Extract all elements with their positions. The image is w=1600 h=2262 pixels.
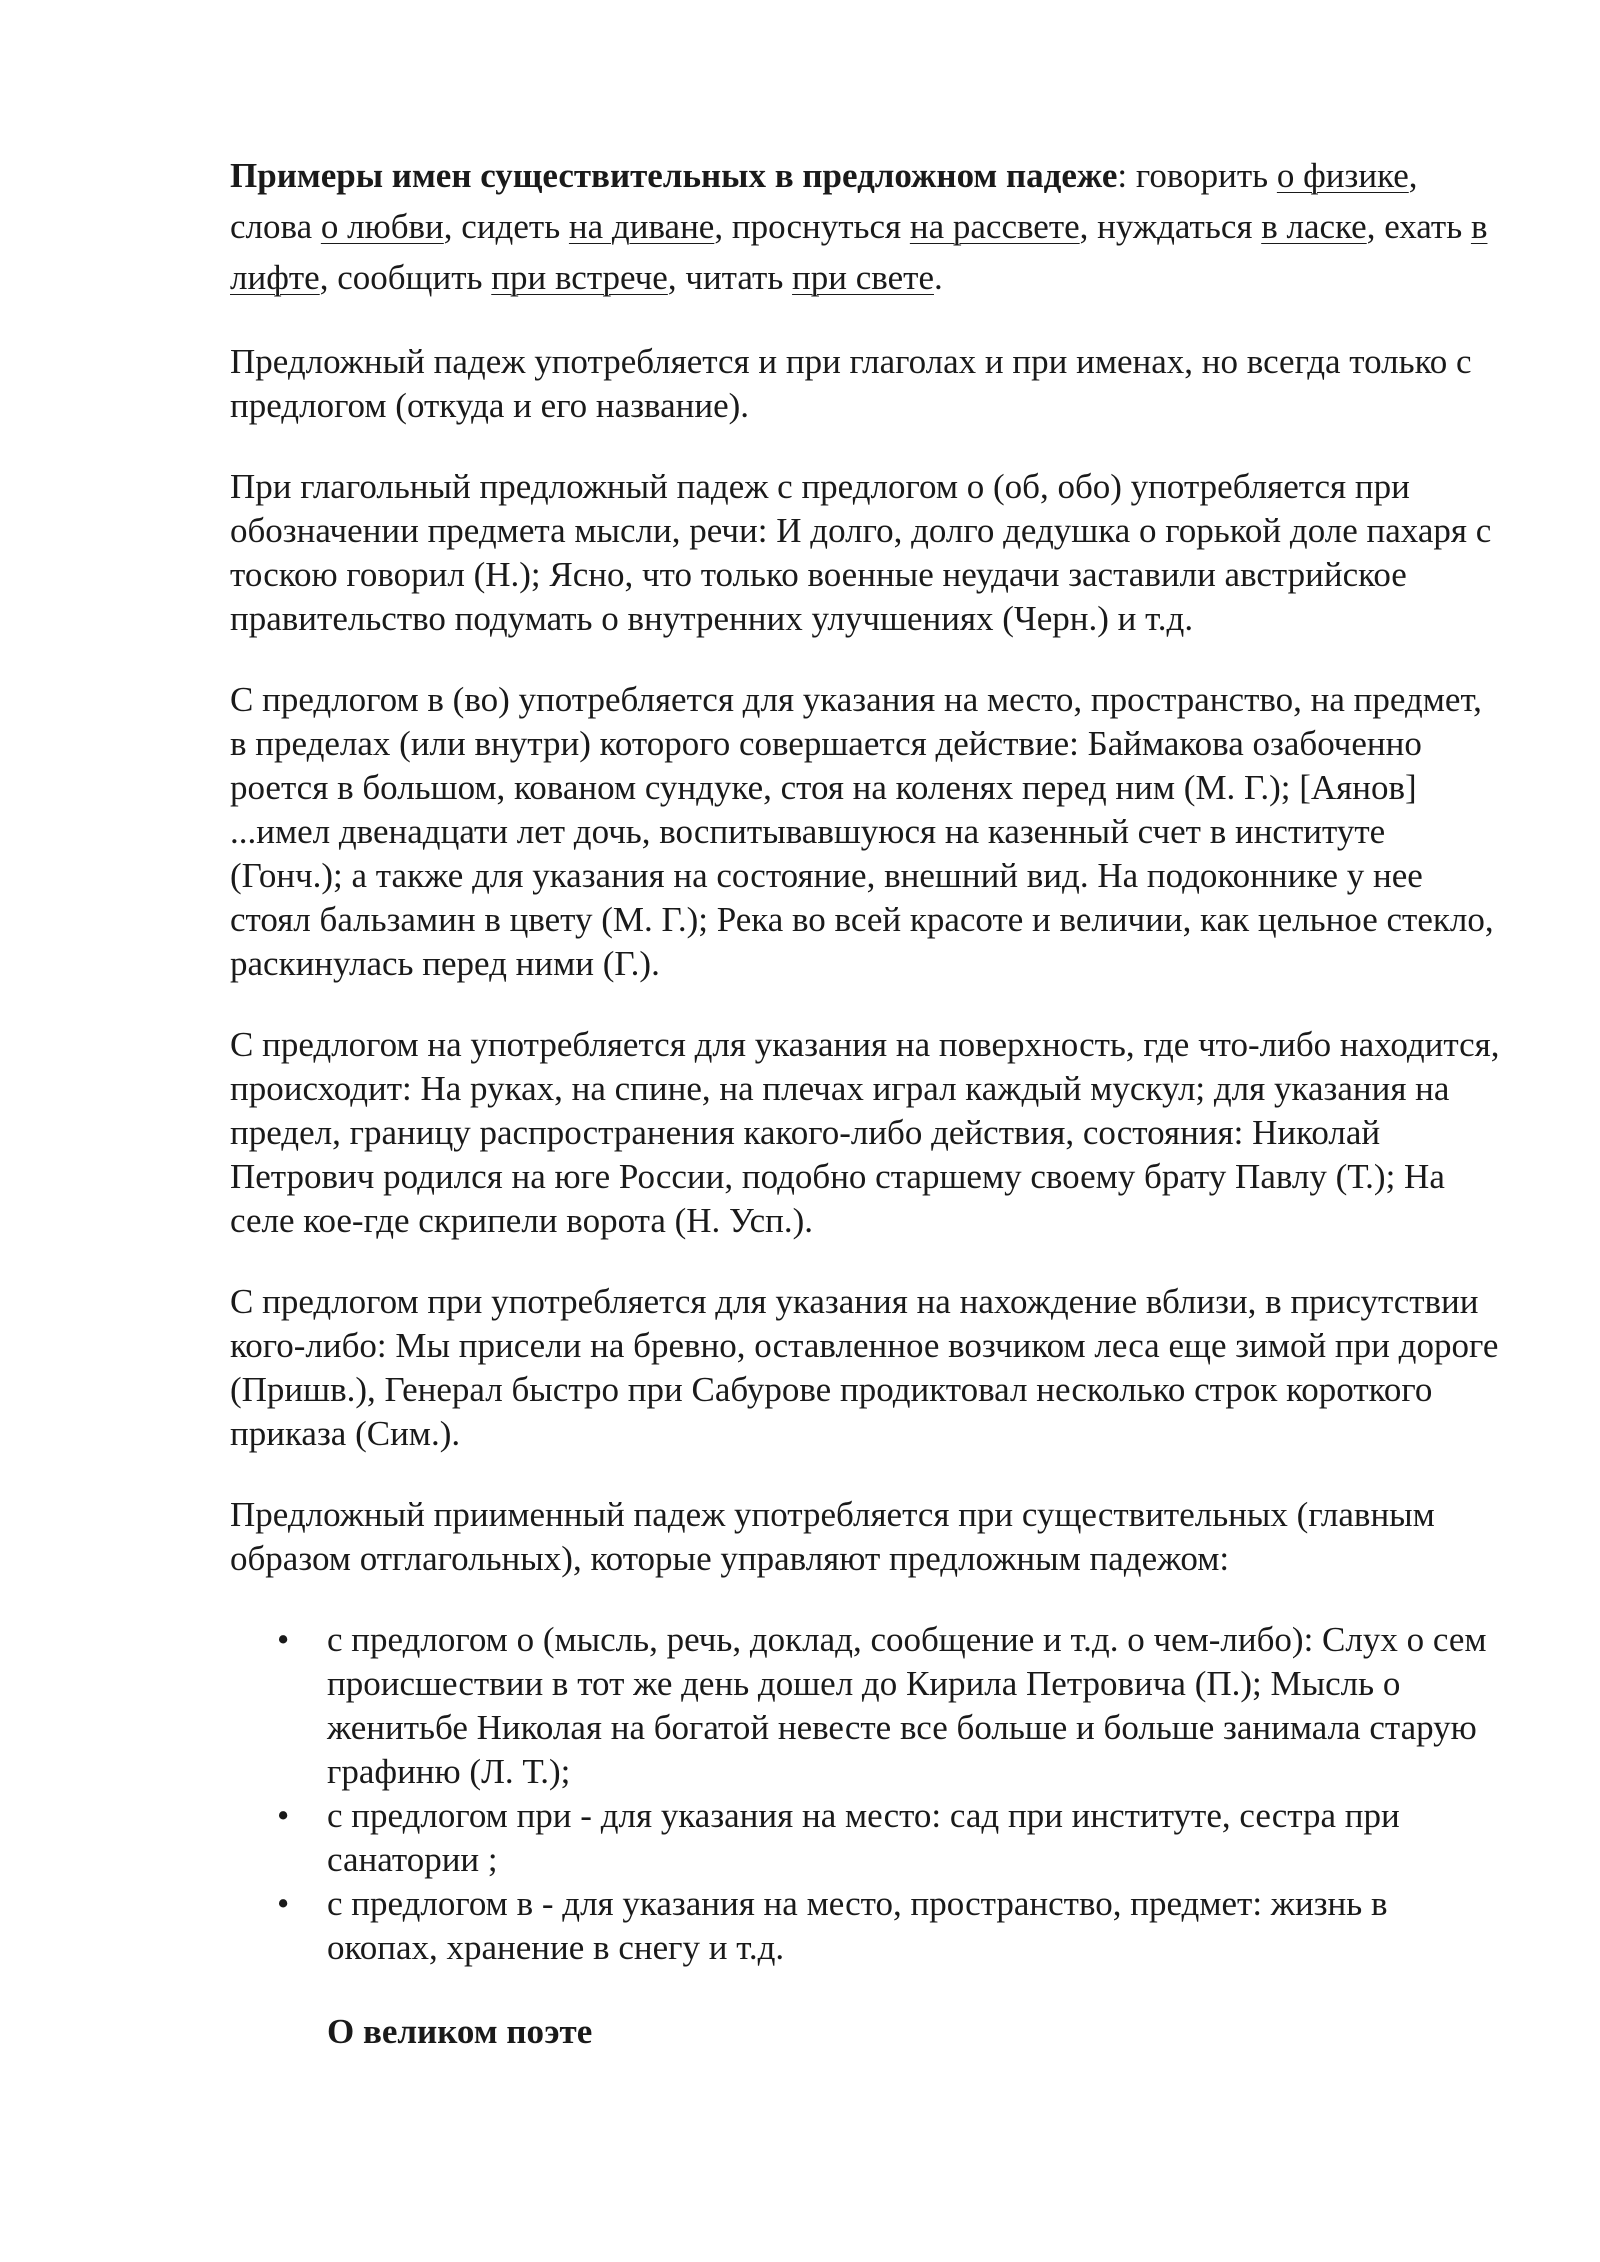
intro-part: , сидеть (443, 207, 569, 246)
intro-part: , нуждаться (1079, 207, 1262, 246)
intro-colon: : (1117, 156, 1136, 195)
example-phrase: на рассвете (909, 207, 1080, 246)
example-phrase: в ласке (1261, 207, 1367, 246)
body-paragraph: С предлогом при употребляется для указания на нахождение вблизи, в присутствии кого-либо: Мы присели на бревно, оставленное возчиком леса еще зимой при дороге (Пришв.), Генерал быстро при Сабурове продиктовал несколько строк короткого приказа (Сим.). (230, 1282, 1499, 1453)
intro-part: говорить (1135, 156, 1277, 195)
body-paragraph: С предлогом на употребляется для указания на поверхность, где что-либо находится, происходит: На руках, на спине, на плечах играл каждый мускул; для указания на предел, границу распространения какого-либо действия, состояния: Николай Петрович родился на юге России, подобно старшему своему брату Павлу (Т.); На селе кое-где скрипели ворота (Н. Усп.). (230, 1025, 1500, 1240)
example-phrase: о любви (320, 207, 444, 246)
intro-part: , ехать (1366, 207, 1471, 246)
list-item: • с предлогом в - для указания на место, пространство, предмет: жизнь в окопах, хранение в снегу и т.д. (327, 1882, 1500, 1970)
body-paragraph: С предлогом в (во) употребляется для указания на место, пространство, на предмет, в пределах (или внутри) которого совершается действие: Баймакова озабоченно роется в большом, кованом сундуке, стоя на коленях перед ним (М. Г.); [Аянов] ...имел двенадцати лет дочь, воспитывавшуюся на казенный счет в институте (Гонч.); а также для указания на состояние, внешний вид. На подоконнике у нее стоял бальзамин в цвету (М. Г.); Река во всей красоте и величии, как цельное стекло, раскинулась перед ними (Г.). (230, 680, 1494, 983)
example-phrase: в лифте (230, 207, 1488, 297)
intro-part: , проснуться (714, 207, 910, 246)
intro-part: , слова (230, 156, 1418, 246)
intro-part: , читать (667, 258, 793, 297)
intro-heading: Примеры имен существительных в предложном падеже (230, 156, 1118, 195)
body-paragraph: Предложный приименный падеж употребляется при существительных (главным образом отглагольных), которые управляют предложным падежом: (230, 1495, 1435, 1578)
list-item: • с предлогом о (мысль, речь, доклад, сообщение и т.д. о чем-либо): Слух о сем происшествии в тот же день дошел до Кирила Петровича (П.); Мысль о женитьбе Николая на богатой невесте все больше и больше занимала старую графиню (Л. Т.); (327, 1618, 1500, 1794)
body-paragraph: При глагольный предложный падеж с предлогом о (об, обо) употребляется при обозначении предмета мысли, речи: И долго, долго дедушка о горькой доле пахаря с тоскою говорил (Н.); Ясно, что только военные неудачи заставили австрийское правительство подумать о внутренних улучшениях (Черн.) и т.д. (230, 467, 1492, 638)
body-paragraph: Предложный падеж употребляется и при глаголах и при именах, но всегда только с предлогом (откуда и его название). (230, 342, 1472, 425)
document-page (230, 150, 1500, 2054)
example-phrase: на диване (568, 207, 715, 246)
example-phrase: при свете (792, 258, 934, 297)
example-phrase: при встрече (491, 258, 668, 297)
usage-list (230, 1618, 1500, 1970)
intro-paragraph (230, 150, 1500, 303)
section-subheading: О великом поэте (327, 2012, 593, 2051)
example-phrase: о физике (1276, 156, 1409, 195)
intro-part: , сообщить (319, 258, 492, 297)
intro-part: . (933, 258, 943, 297)
list-item: • с предлогом при - для указания на место: сад при институте, сестра при санатории ; (327, 1794, 1500, 1882)
